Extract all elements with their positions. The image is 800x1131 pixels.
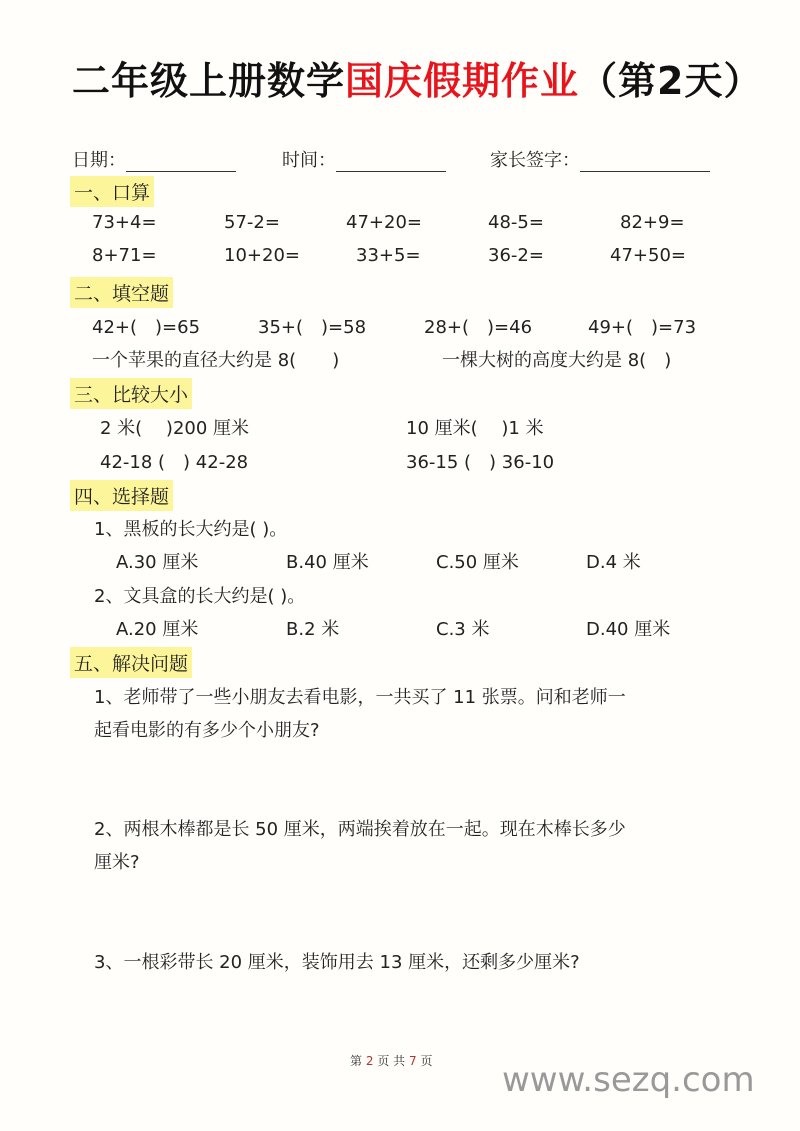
pn-a: 第 (350, 1054, 363, 1068)
fill-item: 42+( )=65 (92, 317, 201, 338)
fill-item: 35+( )=58 (258, 317, 367, 338)
page-title (72, 50, 762, 105)
choice-option[interactable]: A.20 厘米 (116, 619, 199, 640)
section-compare: 三、比较大小 (70, 378, 192, 409)
date-label: 日期： (72, 150, 126, 171)
parent-label: 家长签字： (490, 150, 580, 171)
parent-sign-field (490, 146, 710, 172)
oral-item: 33+5= (356, 245, 421, 266)
section-problems: 五、解决问题 (70, 647, 192, 678)
oral-item: 57-2= (224, 212, 280, 233)
parent-blank[interactable] (580, 151, 710, 172)
fill-item: 一棵大树的高度大约是 8( ) (442, 350, 672, 371)
title-black: 二年级上册数学 (72, 59, 346, 103)
compare-item: 2 米( )200 厘米 (100, 418, 250, 439)
pn-total: 7 (408, 1054, 417, 1068)
problem-text: 3、一根彩带长 20 厘米，装饰用去 13 厘米，还剩多少厘米? (94, 952, 580, 973)
oral-item: 48-5= (488, 212, 544, 233)
section-fill: 二、填空题 (70, 277, 173, 308)
choice-option[interactable]: A.30 厘米 (116, 552, 199, 573)
oral-item: 10+20= (224, 245, 300, 266)
oral-item: 36-2= (488, 245, 544, 266)
section-oral: 一、口算 (70, 176, 154, 207)
date-field (72, 146, 236, 172)
pn-current: 2 (365, 1054, 374, 1068)
compare-item: 42-18 ( ) 42-28 (100, 452, 249, 473)
watermark: www.sezq.com (502, 1060, 755, 1100)
choice-option[interactable]: D.40 厘米 (586, 619, 671, 640)
pn-c: 页 (420, 1054, 433, 1068)
problem-text: 1、老师带了一些小朋友去看电影，一共买了 11 张票。问和老师一 (94, 687, 626, 708)
choice-question: 1、黑板的长大约是( )。 (94, 519, 288, 540)
title-red: 国庆假期作业 (345, 59, 580, 103)
choice-option[interactable]: C.50 厘米 (436, 552, 519, 573)
date-blank[interactable] (126, 151, 236, 172)
section-choice: 四、选择题 (70, 480, 173, 511)
time-label: 时间： (282, 150, 336, 171)
oral-item: 47+20= (346, 212, 422, 233)
problem-text: 2、两根木棒都是长 50 厘米，两端挨着放在一起。现在木棒长多少 (94, 819, 626, 840)
oral-item: 73+4= (92, 212, 157, 233)
title-suffix: （第2天） (579, 59, 763, 103)
fill-item: 一个苹果的直径大约是 8( ) (92, 350, 340, 371)
choice-option[interactable]: B.40 厘米 (286, 552, 369, 573)
problem-text: 厘米? (94, 852, 140, 873)
time-blank[interactable] (336, 151, 446, 172)
fill-item: 49+( )=73 (588, 317, 697, 338)
choice-option[interactable]: D.4 米 (586, 552, 641, 573)
choice-question: 2、文具盒的长大约是( )。 (94, 586, 306, 607)
choice-option[interactable]: C.3 米 (436, 619, 490, 640)
oral-item: 82+9= (620, 212, 685, 233)
compare-item: 10 厘米( )1 米 (406, 418, 544, 439)
oral-item: 47+50= (610, 245, 686, 266)
page-number (350, 1052, 432, 1069)
pn-b: 页 共 (377, 1054, 406, 1068)
compare-item: 36-15 ( ) 36-10 (406, 452, 555, 473)
fill-item: 28+( )=46 (424, 317, 533, 338)
choice-option[interactable]: B.2 米 (286, 619, 340, 640)
problem-text: 起看电影的有多少个小朋友? (94, 720, 320, 741)
oral-item: 8+71= (92, 245, 157, 266)
time-field (282, 146, 446, 172)
